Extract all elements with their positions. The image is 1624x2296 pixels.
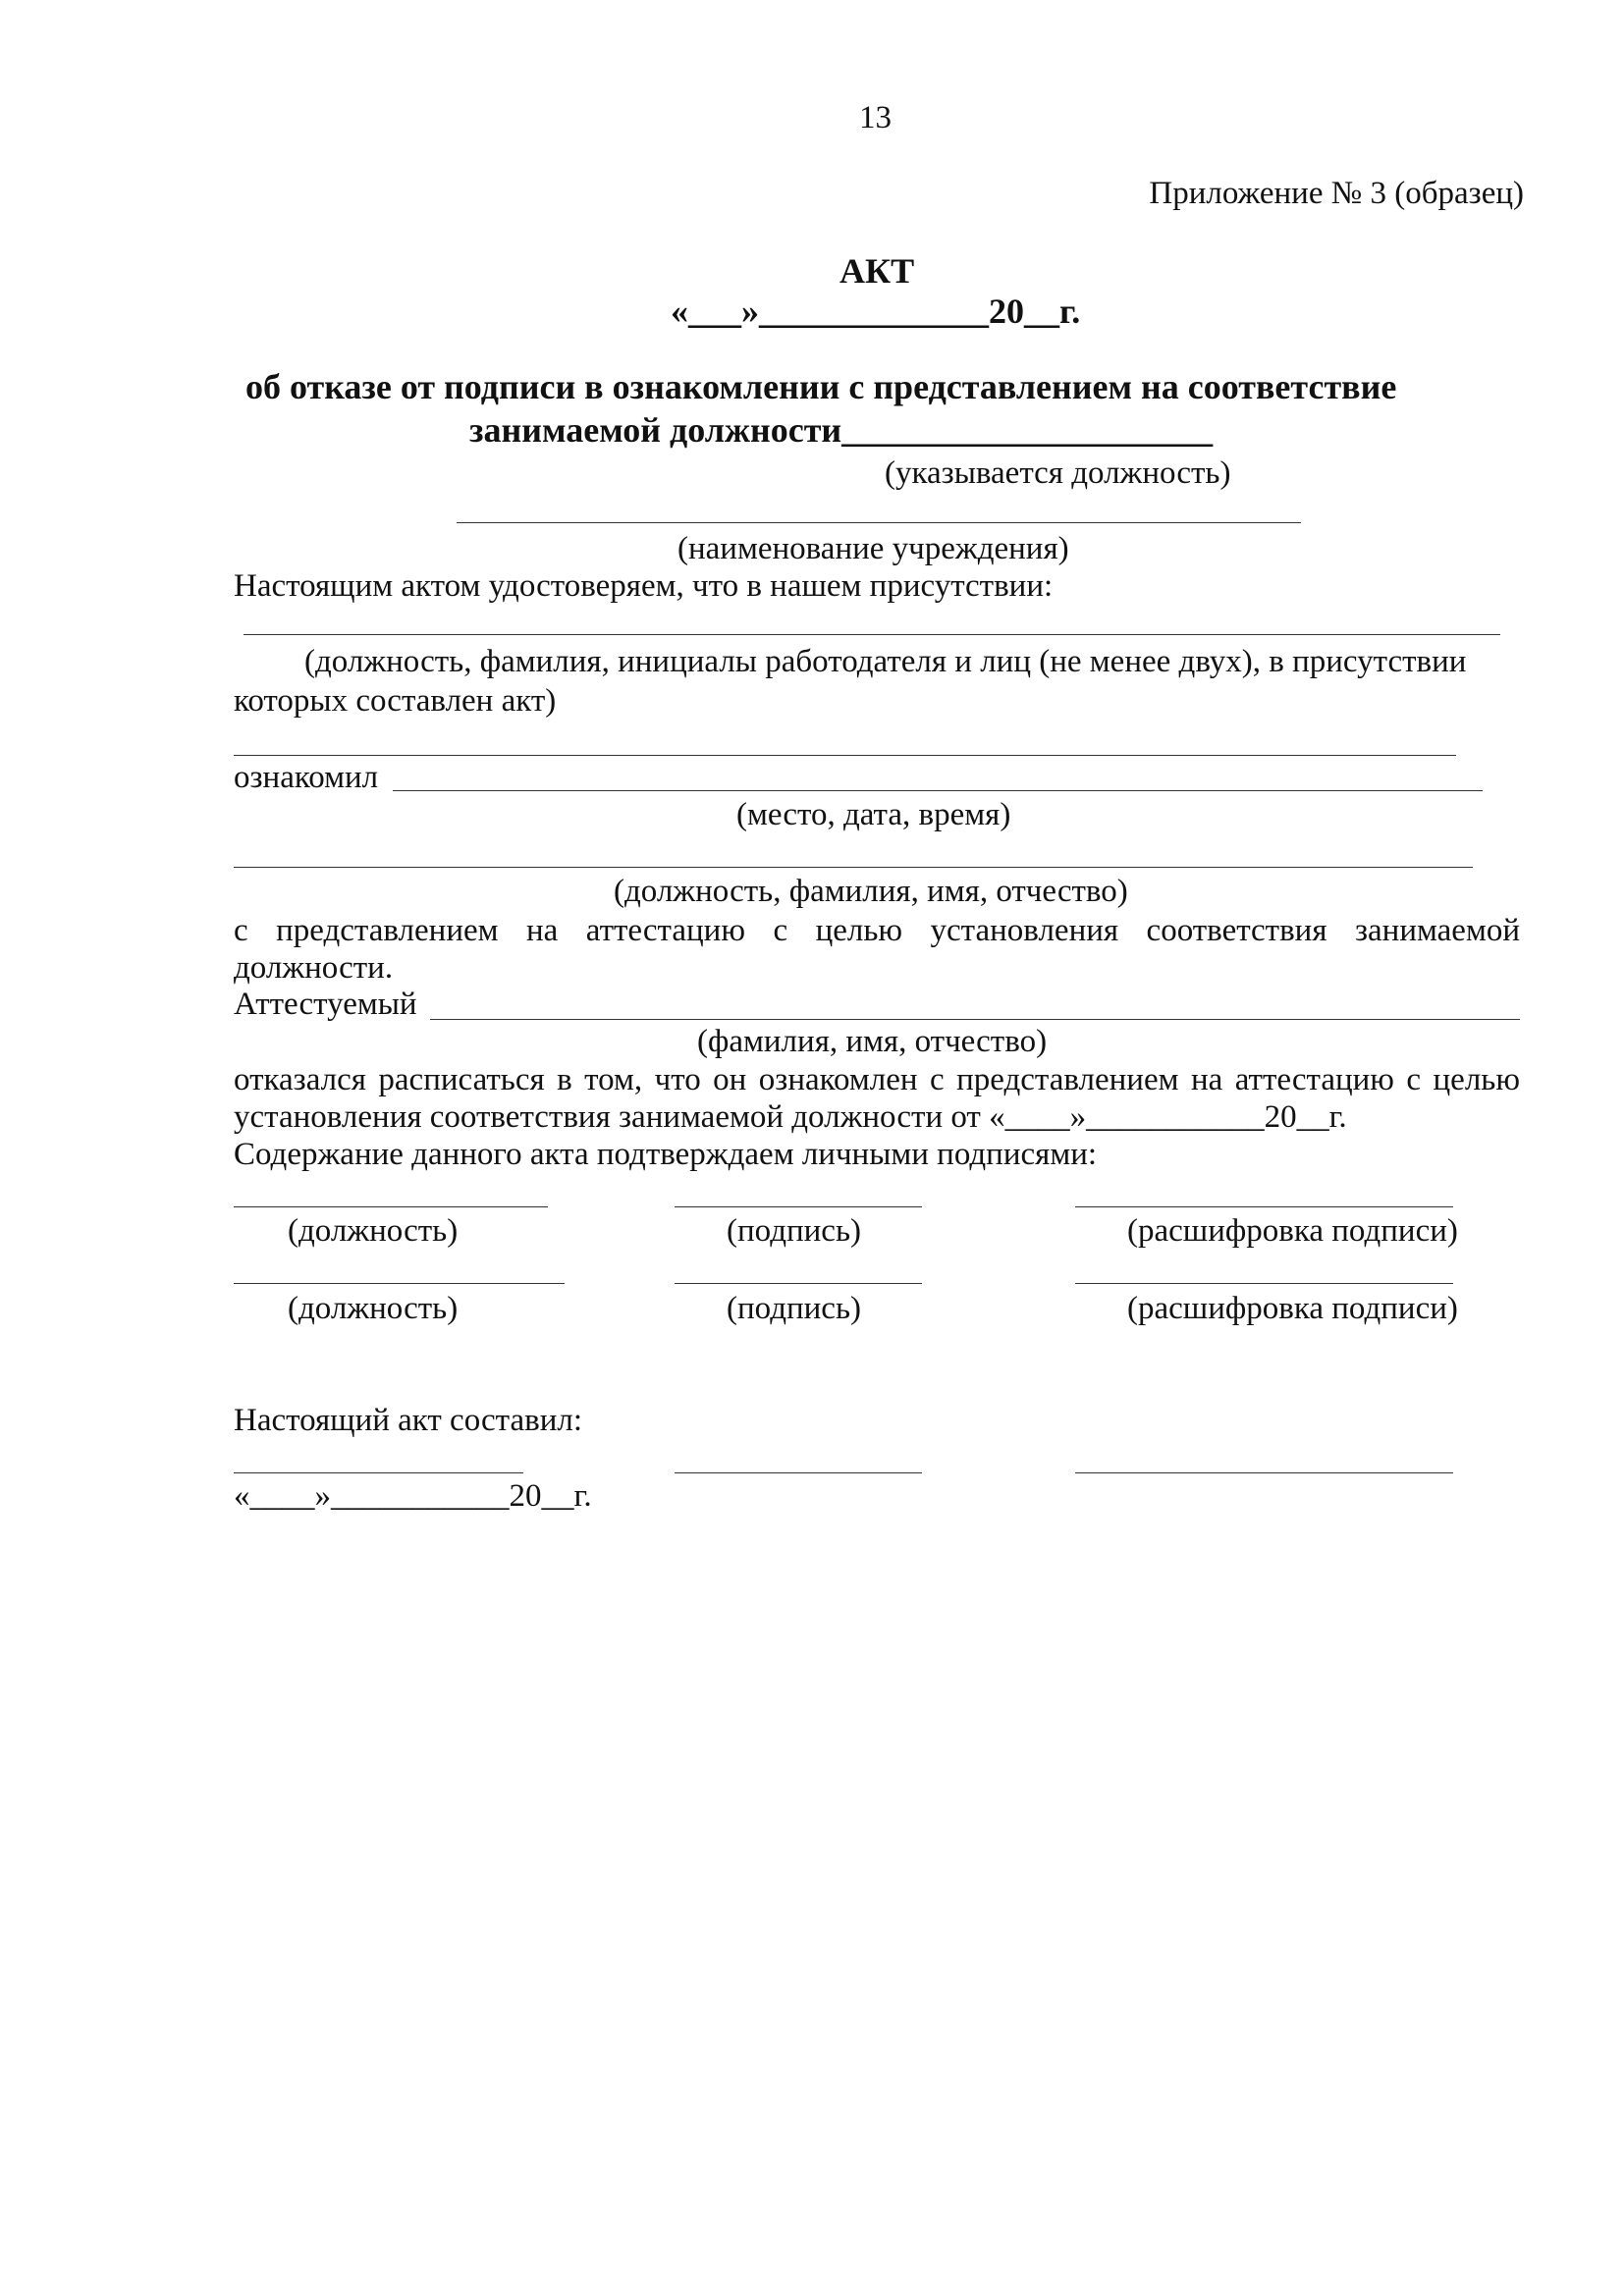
appendix-label: Приложение № 3 (образец) xyxy=(1149,176,1524,211)
signature-line-position-2 xyxy=(234,1283,565,1284)
composer-date: «____»___________20__г. xyxy=(234,1478,592,1514)
signature-line-signature-2 xyxy=(675,1283,922,1284)
composer-line-position xyxy=(234,1472,523,1473)
act-subject-line1: об отказе от подписи в ознакомлении с представлением на соответствие xyxy=(245,367,1397,406)
commission-line xyxy=(244,634,1500,635)
decoding-caption-1: (расшифровка подписи) xyxy=(1127,1213,1458,1249)
presentation-text-line1: с представлением на аттестацию с целью установления соответствия занимаемой xyxy=(234,913,1520,948)
page-number: 13 xyxy=(859,100,892,135)
decoding-caption-2: (расшифровка подписи) xyxy=(1127,1291,1458,1326)
refused-text-line2: установления соответствия занимаемой должности от «____»___________20__г. xyxy=(234,1099,1347,1135)
attestee-label: Аттестуемый xyxy=(234,987,417,1022)
confirm-text: Содержание данного акта подтверждаем личными подписями: xyxy=(234,1137,1098,1172)
commission-caption-cont: которых составлен акт) xyxy=(234,683,557,719)
employee-line xyxy=(234,867,1473,868)
act-subject-line2: занимаемой должности_____________________ xyxy=(469,410,1214,450)
signature-line-decoding-1 xyxy=(1075,1206,1453,1207)
presentation-text-line2: должности. xyxy=(234,950,394,986)
acquainted-line xyxy=(393,790,1483,791)
composer-line-signature xyxy=(675,1472,922,1473)
signature-line-position-1 xyxy=(234,1206,548,1207)
signature-line-signature-1 xyxy=(675,1206,922,1207)
position-caption-1: (должность) xyxy=(288,1213,459,1249)
signature-line-decoding-2 xyxy=(1075,1283,1453,1284)
act-title: АКТ xyxy=(839,251,915,291)
composer-label: Настоящий акт составил: xyxy=(234,1403,583,1438)
institution-line xyxy=(457,522,1301,523)
place-date-time-caption: (место, дата, время) xyxy=(736,797,1011,832)
fio-caption: (фамилия, имя, отчество) xyxy=(697,1024,1048,1059)
composer-line-decoding xyxy=(1075,1472,1453,1473)
commission-line-2 xyxy=(234,755,1456,756)
act-date: «___»_____________20__г. xyxy=(671,292,1081,331)
signature-caption-2: (подпись) xyxy=(727,1291,861,1326)
acquainted-label: ознакомил xyxy=(234,760,379,795)
position-fio-caption: (должность, фамилия, имя, отчество) xyxy=(614,874,1128,909)
signature-caption-1: (подпись) xyxy=(727,1213,861,1249)
position-caption-2: (должность) xyxy=(288,1291,459,1326)
intro-text: Настоящим актом удостоверяем, что в нашем присутствии: xyxy=(234,568,1054,604)
refused-text-line1: отказался расписаться в том, что он ознакомлен с представлением на аттестацию с целью xyxy=(234,1062,1520,1097)
position-hint-caption: (указывается должность) xyxy=(885,455,1231,491)
commission-caption: (должность, фамилия, инициалы работодателя и лиц (не менее двух), в присутствии xyxy=(304,644,1467,679)
institution-caption: (наименование учреждения) xyxy=(677,531,1069,566)
attestee-line xyxy=(430,1019,1520,1020)
